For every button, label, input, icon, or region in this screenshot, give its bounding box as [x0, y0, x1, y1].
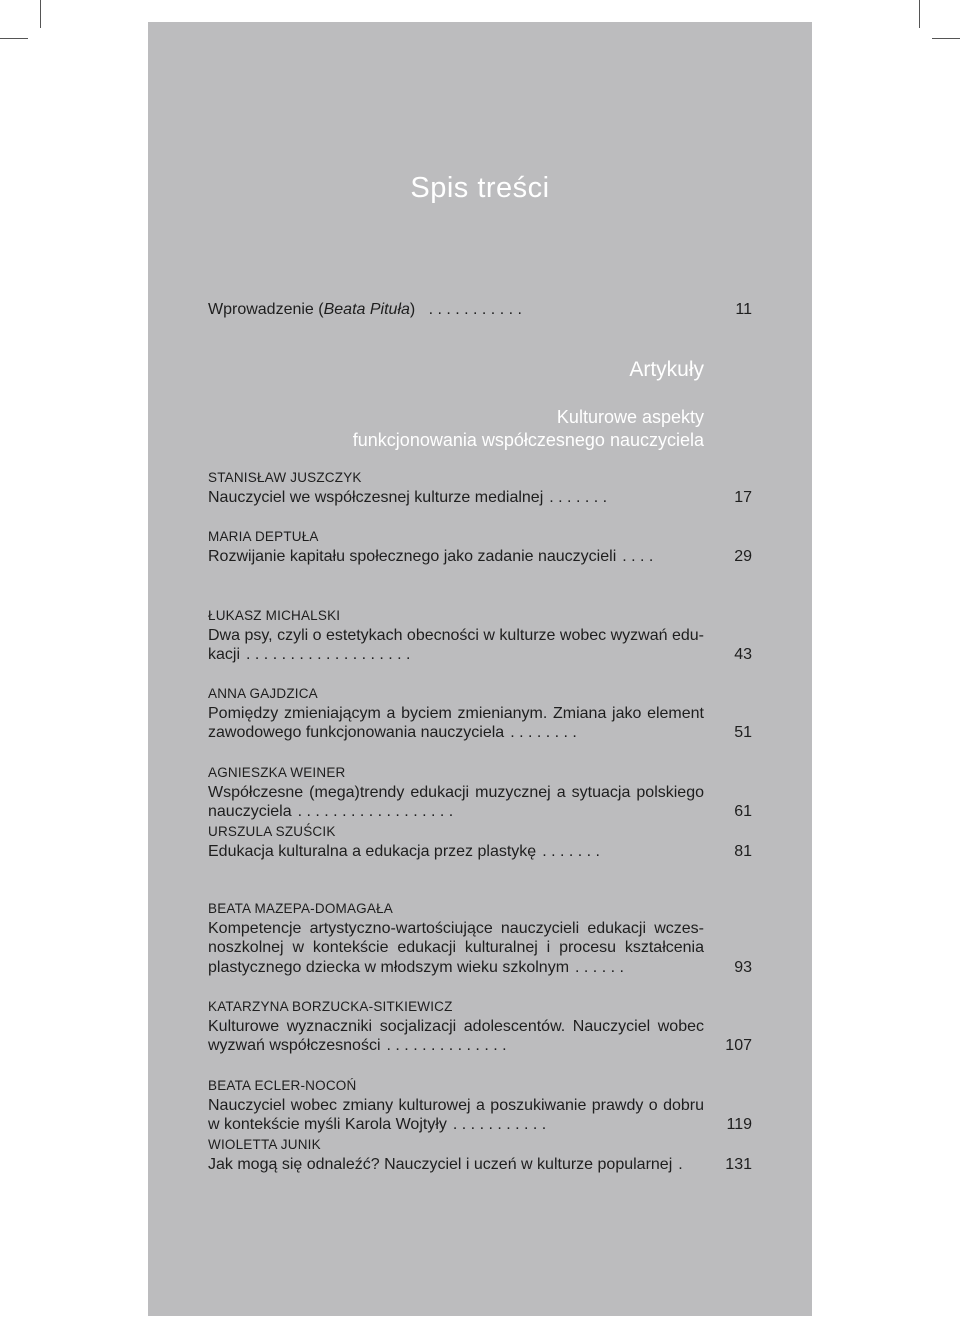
entry-author: WIOLETTA JUNIK: [208, 1137, 321, 1152]
entry-title-text: wyzwań współczesności: [208, 1037, 381, 1055]
leader-dots: . . . . . . .: [549, 488, 608, 506]
entry-title-line: [208, 704, 704, 724]
entry-title-text: Dwa psy, czyli o estetykach obecności w kulturze wobec wyzwań edu-: [208, 626, 704, 644]
entry-title-line: [208, 1036, 752, 1056]
leader-dots: . . . . . . .: [542, 842, 600, 860]
crop-mark: [40, 0, 41, 28]
entry-author: BEATA ECLER-NOCOŃ: [208, 1078, 357, 1093]
entry-title-text: Pomiędzy zmieniającym a byciem zmienianym. Zmiana jako element: [208, 704, 704, 722]
entry-title-line: [208, 783, 704, 803]
entry-title-line: [208, 938, 704, 958]
entry-title-text: Edukacja kulturalna a edukacja przez plastykę: [208, 842, 537, 860]
entry-title-text: kacji: [208, 646, 241, 664]
intro-close: ): [409, 301, 416, 318]
intro-text: Wprowadzenie (: [208, 301, 324, 318]
page-number: 81: [734, 842, 752, 860]
leader-dots: . . . . . . . .: [510, 724, 577, 742]
leader-dots: . . . . . .: [575, 958, 624, 976]
toc-entry[interactable]: [208, 1135, 752, 1174]
subsection-line: Kulturowe aspekty: [556, 407, 704, 427]
entry-author: AGNIESZKA WEINER: [208, 765, 346, 780]
entry-title-text: Kulturowe wyznaczniki socjalizacji adolescentów. Nauczyciel wobec: [208, 1017, 704, 1035]
toc-entry[interactable]: [208, 468, 752, 507]
page-number: 107: [725, 1037, 752, 1055]
intro-author: Beata Pituła: [323, 301, 410, 318]
leader-dots: .: [678, 1155, 683, 1173]
entry-title-line: [208, 1017, 704, 1037]
entry-title-line: [208, 802, 752, 822]
entry-title-line: [208, 1155, 752, 1175]
toc-entry[interactable]: [208, 763, 752, 822]
entry-title-line: [208, 547, 752, 567]
crop-mark: [932, 38, 960, 39]
subsection-line: funkcjonowania współczesnego nauczyciela: [352, 430, 704, 450]
leader-dots: . . . . . . . . . . .: [428, 301, 522, 318]
page-number: 43: [734, 646, 752, 664]
entry-title-line: [208, 919, 704, 939]
leader-dots: . . . . . . . . . . . . . .: [386, 1037, 507, 1055]
toc-entry[interactable]: [208, 997, 752, 1056]
toc-entry[interactable]: [208, 822, 752, 861]
toc-intro[interactable]: [208, 300, 752, 320]
entry-title-line: [208, 1115, 752, 1135]
entry-author: ANNA GAJDZICA: [208, 686, 318, 701]
page-number: 61: [734, 803, 752, 821]
entry-title-line: [208, 645, 752, 665]
entry-author: STANISŁAW JUSZCZYK: [208, 470, 362, 485]
page-number: 51: [734, 724, 752, 742]
toc-entry[interactable]: [208, 684, 752, 743]
book-page: [148, 22, 812, 1316]
toc-entry[interactable]: [208, 606, 752, 665]
toc-entry[interactable]: [208, 1076, 752, 1135]
page-number: 29: [734, 547, 752, 565]
entry-title-text: noszkolnej w kontekście edukacji kulturalnej i procesu kształcenia: [208, 939, 704, 957]
page-title: Spis treści: [410, 172, 550, 204]
entry-title-text: Rozwijanie kapitału społecznego jako zadanie nauczycieli: [208, 547, 617, 565]
entry-author: BEATA MAZEPA-DOMAGAŁA: [208, 901, 393, 916]
entry-title-text: Nauczyciel wobec zmiany kulturowej a poszukiwanie prawdy o dobru: [208, 1096, 704, 1114]
entry-title-text: Kompetencje artystyczno-wartościujące nauczycieli edukacji wczes-: [208, 919, 704, 937]
entry-title-text: Nauczyciel we współczesnej kulturze medialnej: [208, 488, 544, 506]
entry-title-text: plastycznego dziecka w młodszym wieku szkolnym: [208, 958, 570, 976]
crop-mark: [0, 38, 28, 39]
page-number: 93: [734, 958, 752, 976]
entry-title-text: nauczyciela: [208, 803, 292, 821]
entry-title-line: [208, 723, 752, 743]
entry-title-text: zawodowego funkcjonowania nauczyciela: [208, 724, 505, 742]
leader-dots: . . . . . . . . . . . . . . . . . .: [297, 803, 454, 821]
entry-title-text: Jak mogą się odnaleźć? Nauczyciel i uczeń w kulturze popularnej: [208, 1155, 673, 1173]
toc-entry[interactable]: [208, 527, 752, 566]
leader-dots: . . . .: [622, 547, 654, 565]
entry-title-line: [208, 1096, 704, 1116]
entry-author: MARIA DEPTUŁA: [208, 529, 319, 544]
entry-title-line: [208, 488, 752, 508]
crop-mark: [919, 0, 920, 28]
section-heading: Artykuły: [629, 358, 704, 381]
toc-line: [208, 300, 752, 320]
entry-author: KATARZYNA BORZUCKA-SITKIEWICZ: [208, 999, 453, 1014]
entry-title-line: [208, 842, 752, 862]
entry-title-text: Współczesne (mega)trendy edukacji muzycznej a sytuacja polskiego: [208, 783, 704, 801]
page-number: 131: [725, 1155, 752, 1173]
entry-title-line: [208, 958, 752, 978]
page-number: 119: [726, 1116, 752, 1134]
leader-dots: . . . . . . . . . . .: [452, 1116, 547, 1134]
entry-author: ŁUKASZ MICHALSKI: [208, 608, 341, 623]
page-number: 17: [734, 488, 752, 506]
toc-entry[interactable]: [208, 899, 752, 977]
subsection-heading: [353, 406, 704, 452]
entry-title-line: [208, 626, 704, 646]
entry-author: URSZULA SZUŚCIK: [208, 824, 336, 839]
entry-title-text: w kontekście myśli Karola Wojtyły: [208, 1116, 447, 1134]
page-number: 11: [735, 301, 752, 318]
leader-dots: . . . . . . . . . . . . . . . . . . .: [246, 646, 411, 664]
